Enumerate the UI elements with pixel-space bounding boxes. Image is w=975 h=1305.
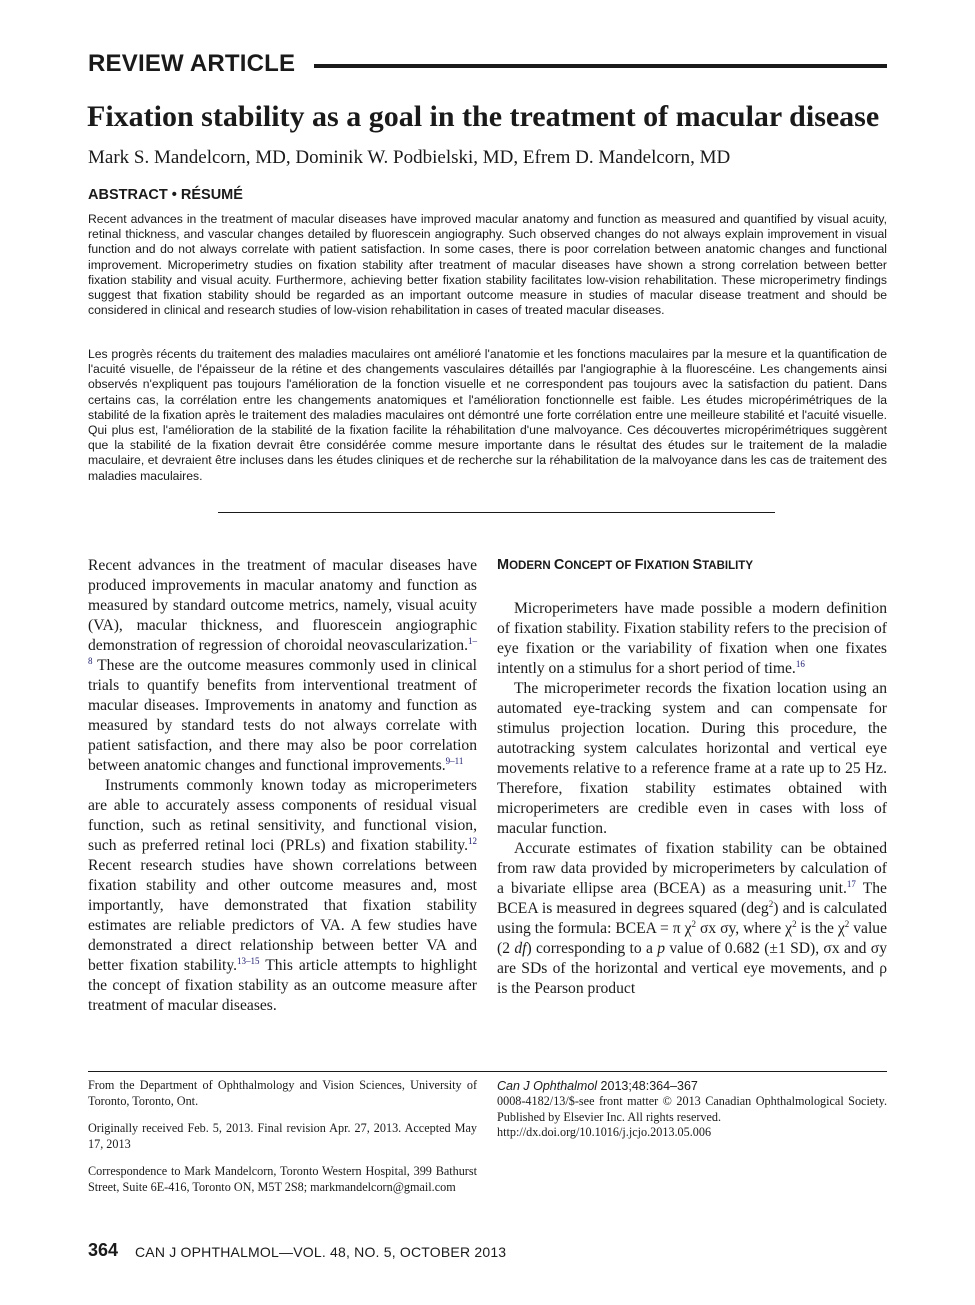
reference-citation[interactable]: 9–11 [445, 756, 464, 766]
section-label: REVIEW ARTICLE [88, 50, 296, 77]
reference-citation[interactable]: 13–15 [237, 956, 260, 966]
heading-letter: S [692, 557, 703, 573]
paragraph-text: ) corresponding to a [526, 940, 658, 957]
body-paragraph [88, 556, 477, 776]
abstract-divider [218, 512, 775, 513]
heading-letters: TABILITY [702, 560, 754, 572]
article-title: Fixation stability as a goal in the treatment of macular disease [87, 100, 880, 133]
section-heading [497, 556, 887, 575]
header-rule [314, 64, 887, 68]
body-column-right [497, 556, 887, 999]
superscript: 2 [792, 919, 797, 929]
footnotes-right [497, 1078, 887, 1141]
paragraph-text: value (2 [497, 920, 887, 957]
reference-citation[interactable]: 12 [468, 836, 477, 846]
footnote-divider [88, 1071, 887, 1072]
paragraph-text: Recent research studies have shown correlations between fixation stability and other outcome measures and, most importantly, have demonstrated that fixation stability estimates are reliable predictors of VA. A few studies have demonstrated a direct relationship between better VA and better fixation stability. [88, 857, 477, 974]
body-paragraph [497, 599, 887, 679]
paragraph-text: This article attempts to highlight the concept of fixation stability as an outcome measure after treatment of macular diseases. [88, 957, 477, 1014]
paragraph-text: ) and is calculated using the formula: BCEA = π χ [497, 900, 887, 937]
abstract-french: Les progrès récents du traitement des maladies maculaires ont amélioré l'anatomie et les fonctions maculaires par la mesure et la quantification de l'acuité visuelle, de l'épaisseur de la rétine et des changements vasculaires détaillés par l'angiographie à la fluorescéine. Les changements ainsi observés n'expliquent pas toujours l'amélioration de la fonction visuelle et ne correspondent pas toujours avec la satisfaction du patient. Dans certains cas, la corrélation entre les changements anatomiques et l'amélioration fonctionnelle est faible. Les études micropérimétriques de la stabilité de la fixation après le traitement des maladies maculaires ont démontré une forte corrélation entre une meilleure stabilité et l'acuité visuelle. Qui plus est, l'amélioration de la stabilité de la fixation facilite la réhabilitation d'une malvoyance. Ces découvertes micropérimétriques suggèrent que la stabilité de la fixation devrait être considérée comme mesure importante dans le résultat des études sur le traitement de la maladie maculaire, et devraient être incluses dans les études cliniques et de recherche sur la réhabilitation de la malvoyance dans les cas de traitement des maladies maculaires. [88, 347, 887, 483]
body-paragraph: The microperimeter records the fixation location using an automated eye-tracking system and can compensate for stimulus projection location. During this procedure, the autotracking system calculates horizontal and vertical eye movements relative to a reference frame at a rate up to 25 Hz. Therefore, fixation stability estimates obtained with microperimeters are credible even in cases with loss of macular function. [497, 680, 887, 837]
heading-letter: F [634, 557, 644, 573]
superscript: 2 [691, 919, 696, 929]
body-paragraph [497, 839, 887, 999]
correspondence-note: Correspondence to Mark Mandelcorn, Toronto Western Hospital, 399 Bathurst Street, Suite 6E-416, Toronto ON, M5T 2S8; markmandelcorn@gmail.com [88, 1164, 477, 1194]
superscript: 2 [844, 919, 850, 929]
paragraph-text: Instruments commonly known today as microperimeters are able to accurately assess components of residual visual function, such as retinal sensitivity, and functional vision, such as preferred retinal loci (PRLs) and fixation stability. [88, 777, 477, 854]
abstract-heading: ABSTRACT • RÉSUMÉ [88, 187, 243, 203]
journal-volume: 2013;48:364–367 [597, 1079, 698, 1093]
heading-letters: IXATION [643, 560, 693, 572]
heading-letter: C [553, 557, 565, 573]
body-paragraph [88, 776, 477, 1016]
body-column-left [88, 556, 477, 1016]
paragraph-text: The BCEA is measured in degrees squared (deg [497, 880, 887, 917]
page-number: 364 [88, 1240, 119, 1260]
reference-citation[interactable]: 17 [846, 879, 856, 889]
running-footer: CAN J OPHTHALMOL—VOL. 48, NO. 5, OCTOBER 2013 [135, 1244, 507, 1260]
paragraph-text: Accurate estimates of fixation stability can be obtained from raw data provided by microperimeters by calculation of a bivariate ellipse area (BCEA) as a measuring unit. [497, 840, 887, 897]
heading-letters: ODERN [509, 560, 554, 572]
superscript: 2 [768, 899, 774, 909]
copyright-note: 0008-4182/13/$-see front matter © 2013 Canadian Ophthalmological Society. Published by Elsevier Inc. All rights reserved. [497, 1094, 887, 1124]
paragraph-text: These are the outcome measures commonly used in clinical trials to quantify benefits from interventional treatment of macular diseases. Improvements in anatomy and function as measured by standard tests do not always correlate with patient satisfaction, and there may also be poor correlation between anatomic changes and functional improvements. [88, 657, 477, 774]
author-list: Mark S. Mandelcorn, MD, Dominik W. Podbielski, MD, Efrem D. Mandelcorn, MD [88, 147, 731, 168]
paragraph-text: σx σy, where χ [696, 920, 793, 937]
heading-letter: M [497, 557, 510, 573]
received-note: Originally received Feb. 5, 2013. Final revision Apr. 27, 2013. Accepted May 17, 2013 [88, 1121, 477, 1151]
italic-term: p [657, 940, 666, 957]
paragraph-text: Microperimeters have made possible a modern definition of fixation stability. Fixation stability refers to the precision of eye fixation or the variability of fixation when one fixates intently on a stimulus for a short period of time. [497, 600, 887, 677]
journal-citation [497, 1078, 887, 1094]
reference-citation[interactable]: 1–8 [88, 636, 477, 666]
italic-term: df [514, 940, 527, 957]
footnotes-left [88, 1078, 477, 1208]
paragraph-text: value of 0.682 (±1 SD), σx and σy are SDs of the horizontal and vertical eye movements, and ρ is the Pearson product [497, 940, 887, 997]
paragraph-text: Recent advances in the treatment of macular diseases have produced improvements in macular anatomy and function as measured by standard outcome metrics, namely, visual acuity (VA), macular thickness, and fluorescein angiographic demonstration of regression of choroidal neovascularization. [88, 557, 477, 654]
journal-name: Can J Ophthalmol [497, 1079, 598, 1093]
reference-citation[interactable]: 16 [795, 659, 805, 669]
paragraph-text: is the χ [796, 920, 845, 937]
doi-link[interactable]: http://dx.doi.org/10.1016/j.jcjo.2013.05.006 [497, 1125, 712, 1140]
affiliation-note: From the Department of Ophthalmology and Vision Sciences, University of Toronto, Toronto, Ont. [88, 1078, 477, 1108]
abstract-english: Recent advances in the treatment of macular diseases have improved macular anatomy and function as measured and quantified by visual acuity, retinal thickness, and vascular changes detailed by fluorescein angiography. Such observed changes do not always explain improvement in visual function and do not always correlate with patient satisfaction. In some cases, there is poor correlation between anatomic changes and functional improvement. Microperimetry studies on fixation stability after treatment of macular diseases have shown a strong correlation between better fixation stability and visual acuity. Furthermore, achieving better fixation stability facilitates low-vision rehabilitation. These microperimetry findings suggest that fixation stability should be regarded as an important outcome measure in studies of macular disease treatment and should be considered in clinical and research studies of low-vision rehabilitation in cases of treated macular diseases. [88, 212, 887, 318]
heading-letters: ONCEPT OF [564, 560, 635, 572]
